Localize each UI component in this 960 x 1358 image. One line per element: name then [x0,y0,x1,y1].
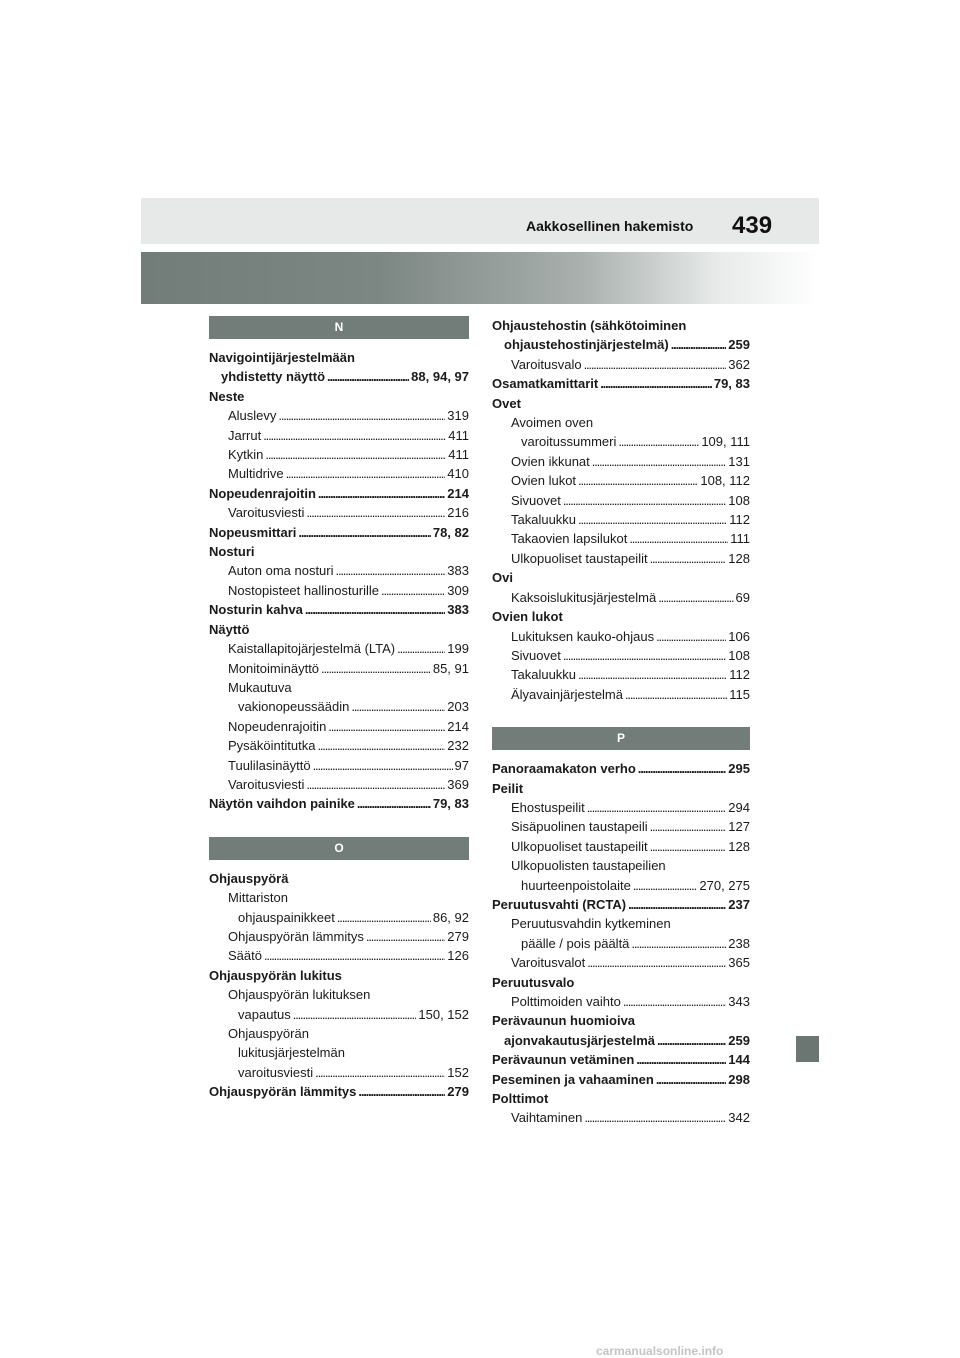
dot-leader [306,503,445,522]
dot-leader [650,837,727,856]
dot-leader [305,600,445,619]
page-reference[interactable]: 78, 82 [432,524,469,540]
dot-leader [631,934,726,953]
index-entry [492,316,750,335]
index-term: Nosturi [209,544,255,560]
page-reference[interactable]: 216 [447,505,469,521]
index-entry [209,927,469,946]
dot-leader [351,697,445,716]
index-term: Näytön vaihdon painike [209,796,355,812]
index-term: Perävaunun huomioiva [492,1013,636,1029]
dot-leader [306,775,445,794]
page-reference[interactable]: 214 [447,485,469,501]
index-term: Polttimoiden vaihto [511,994,621,1009]
index-entry [492,568,750,587]
page-reference[interactable]: 127 [728,819,750,835]
index-term: Peilit [492,780,524,796]
index-term: Sivuovet [511,492,561,508]
index-term: Ulkopuoliset taustapeilit [511,550,648,566]
index-entry [492,394,750,413]
index-entry [492,491,750,510]
index-entry [492,1050,750,1069]
index-entry [492,588,750,607]
page-reference[interactable]: 362 [728,356,750,372]
index-term: Ohjauspyörän lämmitys [209,1084,357,1100]
index-entry [492,759,750,778]
index-entry [492,607,750,626]
page-reference[interactable]: 108 [728,647,750,663]
page-reference[interactable]: 144 [728,1052,750,1068]
index-entry [209,523,469,542]
index-entry [209,1024,469,1043]
index-term: ohjaustehostinjärjestelmä) [504,337,669,353]
dot-leader [658,588,733,607]
dot-leader [628,895,726,914]
index-entry [492,953,750,972]
page-reference[interactable]: 131 [728,453,750,469]
page-reference[interactable]: 270, 275 [699,877,750,893]
header-bar [141,198,819,244]
index-entry [209,908,469,927]
index-entry [209,426,469,445]
page-reference[interactable]: 108 [728,492,750,508]
page-reference[interactable]: 128 [728,550,750,566]
page-reference[interactable]: 295 [728,761,750,777]
index-entry [209,1063,469,1082]
dot-leader [278,406,445,425]
index-term: Jarrut [228,427,262,443]
index-entry [209,717,469,736]
index-term: Sisäpuolinen taustapeili [511,819,648,835]
page-reference[interactable]: 279 [447,928,469,944]
index-entry [209,484,469,503]
page-reference[interactable]: 238 [728,935,750,951]
index-term: Näyttö [209,621,250,637]
page-reference[interactable]: 79, 83 [432,796,469,812]
dot-leader [381,581,445,600]
index-term: Varoitusviesti [228,776,305,792]
index-entry [492,335,750,354]
page-reference[interactable]: 309 [447,582,469,598]
dot-leader [293,1005,417,1024]
dot-leader [587,953,726,972]
index-term: vapautus [238,1006,291,1022]
page-reference[interactable]: 411 [448,427,469,443]
dot-leader [328,717,445,736]
index-term: Avoimen oven [511,415,594,431]
index-term: Ohjauspyörän lukituksen [228,987,371,1003]
dot-leader [625,685,727,704]
index-term: Älyavainjärjestelmä [511,686,623,702]
index-entry [209,387,469,406]
index-term: Ovien lukot [511,473,577,489]
dot-leader [336,561,446,580]
index-term: Tuulilasinäyttö [228,757,311,773]
index-entry [209,888,469,907]
index-term: Ulkopuoliset taustapeilit [511,838,648,854]
dot-leader [638,759,727,778]
index-term: Peruutusvahti (RCTA) [492,896,627,912]
index-term: Säätö [228,948,262,964]
index-term: Kaksoislukitusjärjestelmä [511,589,657,605]
index-term: Ohjauspyörä [209,870,289,886]
index-entry [492,646,750,665]
index-entry [492,1070,750,1089]
dot-leader [587,798,727,817]
index-term: vakionopeussäädin [238,699,350,715]
dot-leader [358,1082,445,1101]
index-term: Varoitusvalo [511,356,582,372]
index-term: Navigointijärjestelmään [209,350,355,365]
page-reference[interactable]: 259 [728,337,750,353]
dot-leader [563,491,726,510]
index-term: Monitoiminäyttö [228,660,320,676]
page-reference[interactable]: 383 [447,563,469,579]
index-column-right [492,316,750,1128]
index-entry [209,966,469,985]
dot-leader [321,659,431,678]
index-term: varoitusviesti [238,1064,314,1080]
dot-leader [313,756,453,775]
watermark: carmanualsonline.info [596,1344,724,1358]
index-term: Ovien ikkunat [511,453,590,469]
index-entry [209,464,469,483]
index-entry [492,973,750,992]
index-term: Ohjaustehostin (sähkötoiminen [492,318,687,333]
index-entry [492,798,750,817]
index-term: ohjauspainikkeet [238,909,335,925]
index-term: Nostopisteet hallinosturille [228,582,380,598]
dot-leader [563,646,726,665]
index-term: Ohjauspyörän [228,1026,309,1041]
dot-leader [629,529,728,548]
page-reference[interactable]: 106 [728,628,750,644]
index-entry [209,794,469,813]
index-entry [209,736,469,755]
page-reference[interactable]: 85, 91 [432,660,469,676]
dot-leader [265,445,446,464]
index-entry [209,985,469,1004]
index-term: Peruutusvahdin kytkeminen [511,916,671,932]
index-entry [209,946,469,965]
index-entry [492,374,750,393]
page-reference[interactable]: 108, 112 [700,473,750,489]
index-entry [209,659,469,678]
index-entry [492,1031,750,1050]
index-entry [209,445,469,464]
index-entry [209,581,469,600]
index-term: Lukituksen kauko-ohjaus [511,628,655,644]
index-entry [209,542,469,561]
page-reference[interactable]: 111 [730,531,750,547]
dot-leader [315,1063,445,1082]
page-reference[interactable]: 126 [447,948,469,964]
dot-leader [397,639,445,658]
index-term: Ovi [492,570,513,586]
index-column-left [209,316,469,1102]
index-entry [492,627,750,646]
index-entry [492,817,750,836]
index-entry [492,452,750,471]
dot-leader [584,1108,726,1127]
index-entry [209,1043,469,1062]
index-term: Panoraamakaton verho [492,761,636,777]
index-term: Mukautuva [228,679,292,695]
index-entry [209,561,469,580]
index-entry [209,1082,469,1101]
index-term: Takaluukku [511,667,577,683]
page-reference[interactable]: 88, 94, 97 [411,369,469,385]
index-entry [492,413,750,432]
dot-leader [650,817,727,836]
index-term: Nopeusmittari [209,524,297,540]
page-reference[interactable]: 115 [729,686,750,702]
page-reference[interactable]: 86, 92 [432,909,469,925]
page-reference[interactable]: 411 [448,447,469,463]
index-entry [492,856,750,875]
page-reference[interactable]: 214 [447,718,469,734]
page-reference[interactable]: 410 [447,466,469,482]
index-term: Perävaunun vetäminen [492,1052,635,1068]
index-entry [209,367,469,386]
dot-leader [656,1070,726,1089]
index-term: Nosturin kahva [209,602,303,618]
index-entry [209,697,469,716]
page-reference[interactable]: 365 [728,955,750,971]
dot-leader [650,549,727,568]
page-reference[interactable]: 237 [728,896,750,912]
index-entry [209,620,469,639]
page-reference[interactable]: 383 [447,602,469,618]
index-term: Ovet [492,395,521,411]
index-entry [492,471,750,490]
index-term: lukitusjärjestelmän [238,1045,345,1061]
index-entry [492,549,750,568]
index-entry [492,1089,750,1108]
index-term: Pysäköintitutka [228,738,316,754]
dot-leader [636,1050,726,1069]
index-term: Nopeudenrajoitin [209,485,316,501]
dot-leader [633,876,698,895]
dot-leader [366,927,445,946]
page-reference[interactable]: 112 [729,512,750,528]
index-term: Ohjauspyörän lämmitys [228,928,364,944]
page-reference[interactable]: 69 [735,589,750,605]
index-entry [492,355,750,374]
dot-leader [623,992,726,1011]
section-header-p: P [492,727,750,750]
index-term: Vaihtaminen [511,1110,583,1126]
dot-leader [337,908,431,927]
dot-leader [298,523,430,542]
index-entry [492,665,750,684]
index-term: yhdistetty näyttö [221,369,326,385]
index-term: päälle / pois päältä [521,935,630,951]
dot-leader [286,464,446,483]
index-term: ajonvakautusjärjestelmä [504,1032,656,1048]
dot-leader [578,471,698,490]
index-entry [492,685,750,704]
index-term: Aluslevy [228,408,277,424]
index-term: Ehostuspeilit [511,799,585,815]
index-term: varoitussummeri [521,434,617,450]
page-reference[interactable]: 294 [728,799,750,815]
index-term: Polttimot [492,1091,549,1107]
page-reference[interactable]: 259 [728,1032,750,1048]
index-entry [492,779,750,798]
index-term: Varoitusviesti [228,505,305,521]
index-term: Takaovien lapsilukot [511,531,628,547]
index-term: Mittariston [228,890,288,906]
page-reference[interactable]: 343 [728,994,750,1009]
page-reference[interactable]: 97 [454,757,469,773]
dot-leader [578,510,727,529]
page-reference[interactable]: 203 [447,699,469,715]
page-reference[interactable]: 109, 111 [701,434,750,450]
dot-leader [263,426,446,445]
page-reference[interactable]: 79, 83 [713,376,750,392]
index-term: Auton oma nosturi [228,563,334,579]
index-term: Multidrive [228,466,284,482]
index-term: Kytkin [228,447,264,463]
index-term: Ohjauspyörän lukitus [209,967,342,983]
index-entry [492,837,750,856]
dot-leader [578,665,727,684]
page-reference[interactable]: 128 [728,838,750,854]
index-term: Varoitusvalot [511,955,586,971]
index-term: Peruutusvalo [492,974,575,990]
index-term: Kaistallapitojärjestelmä (LTA) [228,641,396,657]
index-entry [209,678,469,697]
dot-leader [357,794,431,813]
index-entry [209,639,469,658]
dot-leader [264,946,445,965]
index-entry [209,600,469,619]
index-term: Nopeudenrajoitin [228,718,327,734]
dot-leader [592,452,727,471]
index-entry [209,1005,469,1024]
index-term: Peseminen ja vahaaminen [492,1071,654,1087]
page-reference[interactable]: 298 [728,1071,750,1087]
index-term: Ovien lukot [492,609,563,625]
index-entry [209,503,469,522]
index-entry [492,1011,750,1030]
section-header-o: O [209,837,469,860]
index-entry [492,529,750,548]
index-entry [492,876,750,895]
index-term: huurteenpoistolaite [521,877,631,893]
index-term: Neste [209,388,245,404]
dot-leader [600,374,712,393]
dot-leader [656,627,726,646]
dot-leader [657,1031,726,1050]
index-entry [209,406,469,425]
index-entry [209,775,469,794]
dot-leader [317,736,445,755]
index-entry [209,756,469,775]
dot-leader [671,335,727,354]
index-entry [209,348,469,367]
index-term: Sivuovet [511,647,561,663]
index-entry [492,1108,750,1127]
page-number: 439 [732,212,773,239]
decorative-band [141,252,819,304]
page-reference[interactable]: 279 [447,1084,469,1100]
page-reference[interactable]: 369 [447,776,469,792]
index-entry [492,895,750,914]
page-reference[interactable]: 232 [447,738,469,754]
dot-leader [618,432,699,451]
index-term: Takaluukku [511,512,577,528]
index-entry [492,934,750,953]
page-reference[interactable]: 319 [447,408,469,424]
page-reference[interactable]: 199 [447,641,469,657]
page-reference[interactable]: 112 [729,667,750,683]
dot-leader [584,355,727,374]
dot-leader [327,367,409,386]
page-reference[interactable]: 152 [447,1064,469,1080]
index-entry [209,869,469,888]
page-reference[interactable]: 150, 152 [418,1006,469,1022]
index-entry [492,432,750,451]
dot-leader [318,484,445,503]
index-entry [492,914,750,933]
page-reference[interactable]: 342 [728,1110,750,1126]
page-title: Aakkosellinen hakemisto [526,218,694,234]
section-thumb-tab [796,1036,819,1062]
index-term: Osamatkamittarit [492,376,599,392]
section-header-n: N [209,316,469,339]
index-entry [492,510,750,529]
index-term: Ulkopuolisten taustapeilien [511,858,666,874]
index-entry [492,992,750,1011]
